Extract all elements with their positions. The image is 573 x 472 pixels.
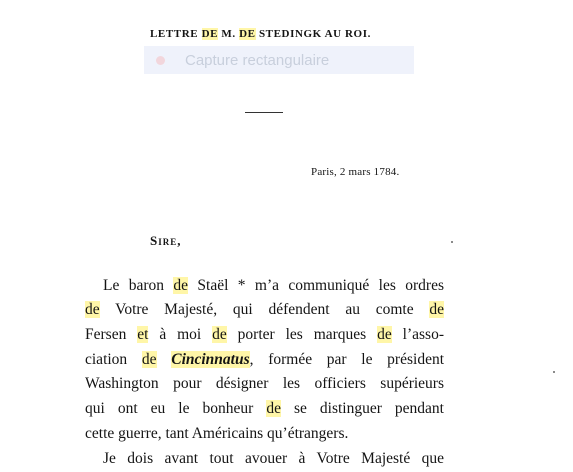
text-run: Votre Majesté, qui défendent au comte — [99, 301, 430, 318]
text-run: porter les marques — [226, 326, 378, 343]
text-run: à moi — [148, 326, 213, 343]
letter-salutation: Sire, — [150, 233, 182, 248]
search-highlight: de — [377, 326, 392, 343]
search-highlight: et — [137, 326, 149, 343]
text-run: Staël * m’a communiqué les ordres — [188, 277, 444, 294]
text-run: Le baron — [103, 277, 174, 294]
search-highlight: de — [141, 351, 157, 368]
capture-mode-label: Capture rectangulaire — [185, 51, 330, 69]
text-line — [85, 325, 444, 345]
text-run: Washington pour désigner les officiers supérieurs — [85, 375, 444, 392]
text-run: cette guerre, tant Américains qu’étrangers. — [85, 425, 349, 442]
search-highlight: de — [85, 301, 100, 318]
rectangular-capture-toolbar[interactable] — [144, 46, 414, 74]
heading-part: LETTRE — [150, 28, 202, 40]
letter-dateline: Paris, 2 mars 1784. — [311, 166, 400, 178]
text-line — [85, 424, 444, 444]
text-run: se distinguer pendant — [280, 400, 444, 417]
text-run: ciation — [85, 351, 142, 368]
text-run — [157, 351, 172, 368]
text-run: , formée par le président — [249, 351, 444, 368]
search-highlight: Cincinnatus — [171, 351, 250, 368]
letter-heading — [150, 28, 371, 40]
text-line — [85, 399, 444, 419]
search-highlight: de — [212, 326, 227, 343]
heading-part: M. — [218, 28, 240, 40]
search-highlight: DE — [239, 28, 256, 40]
search-highlight: DE — [201, 28, 219, 40]
heading-part: STEDINGK AU ROI. — [255, 28, 371, 40]
text-line — [103, 276, 444, 296]
text-line — [85, 374, 444, 394]
text-line — [85, 300, 444, 320]
text-run: Je dois avant tout avouer à Votre Majesté que — [103, 450, 444, 467]
text-line — [103, 449, 444, 469]
search-highlight: de — [429, 301, 444, 318]
text-run: qui ont eu le bonheur — [85, 400, 267, 417]
record-dot-icon — [156, 56, 165, 65]
text-line — [85, 350, 444, 370]
speck-mark — [451, 241, 453, 243]
search-highlight: de — [266, 400, 281, 417]
search-highlight: de — [173, 277, 189, 294]
text-run: l’asso- — [391, 326, 444, 343]
separator-rule — [245, 112, 283, 113]
speck-mark — [553, 371, 555, 373]
text-run: Fersen — [85, 326, 138, 343]
